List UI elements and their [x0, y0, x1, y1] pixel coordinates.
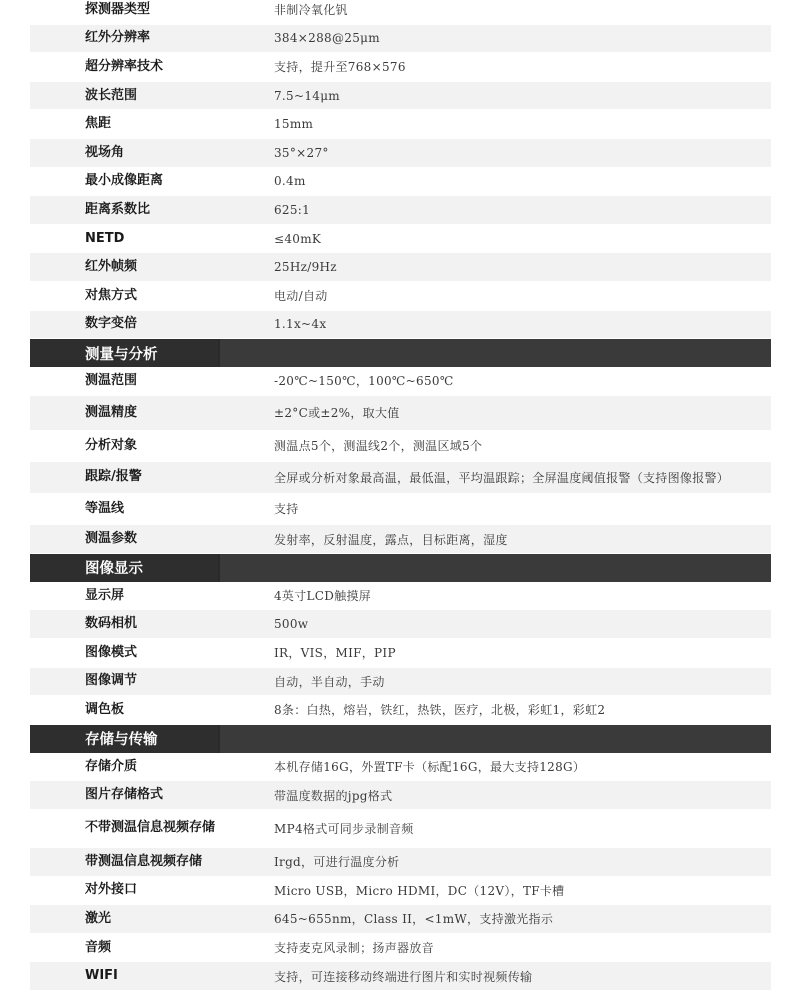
- section-header: [30, 554, 771, 582]
- spec-label: 对外接口: [85, 882, 138, 898]
- spec-value: 支持，提升至768×576: [274, 60, 406, 75]
- spec-label: 测温参数: [85, 531, 138, 547]
- spec-value: -20℃~150℃，100℃~650℃: [274, 374, 454, 389]
- spec-label: 调色板: [85, 701, 125, 717]
- section-title: 图像显示: [30, 554, 220, 582]
- spec-value: ≤40mK: [274, 231, 322, 246]
- section-header-bar: [220, 725, 771, 753]
- section-header: [30, 339, 771, 367]
- spec-label: NETD: [85, 230, 125, 246]
- spec-value: 35°×27°: [274, 145, 329, 160]
- spec-label: 图像调节: [85, 673, 138, 689]
- spec-row: [30, 696, 771, 725]
- spec-row: [30, 934, 771, 963]
- spec-label: 图片存储格式: [85, 787, 164, 803]
- section-title: 存储与传输: [30, 725, 220, 753]
- spec-label: 数字变倍: [85, 316, 138, 332]
- spec-label: 存储介质: [85, 758, 138, 774]
- spec-row: [30, 396, 771, 431]
- spec-label: 测温精度: [85, 404, 138, 420]
- spec-label: 红外帧频: [85, 259, 138, 275]
- section-header-bar: [220, 339, 771, 367]
- spec-row: [30, 25, 771, 54]
- spec-row: [30, 139, 771, 168]
- spec-value: 1.1x~4x: [274, 317, 327, 332]
- spec-label: 分析对象: [85, 437, 138, 453]
- spec-value: 645~655nm，Class II，<1mW，支持激光指示: [274, 912, 554, 927]
- spec-label: 对焦方式: [85, 287, 138, 303]
- spec-label: 显示屏: [85, 587, 125, 603]
- spec-value: ±2°C或±2%，取大值: [274, 406, 400, 421]
- spec-value: 15mm: [274, 117, 314, 132]
- spec-value: Micro USB，Micro HDMI，DC（12V），TF卡槽: [274, 883, 565, 898]
- spec-value: 8条：白热，熔岩，铁红，热铁，医疗，北极，彩虹1，彩虹2: [274, 703, 606, 718]
- spec-label: 最小成像距离: [85, 173, 164, 189]
- spec-label: WIFI: [85, 968, 118, 984]
- spec-row: [30, 0, 771, 25]
- spec-value: 自动，半自动，手动: [274, 674, 385, 689]
- spec-label: 等温线: [85, 500, 125, 516]
- spec-row: [30, 905, 771, 934]
- spec-row: [30, 582, 771, 611]
- spec-label: 焦距: [85, 116, 112, 132]
- spec-value: 发射率，反射温度，露点，目标距离，湿度: [274, 532, 508, 547]
- spec-value: 7.5~14μm: [274, 88, 340, 103]
- spec-row: [30, 525, 771, 554]
- spec-row: [30, 962, 771, 991]
- spec-label: 红外分辨率: [85, 30, 151, 46]
- spec-row: [30, 110, 771, 139]
- spec-label: 不带测温信息视频存储: [85, 820, 216, 836]
- spec-value: 384×288@25μm: [274, 31, 380, 46]
- spec-value: Irgd，可进行温度分析: [274, 855, 400, 870]
- spec-value: 625:1: [274, 202, 311, 217]
- spec-row: [30, 639, 771, 668]
- spec-value: 支持麦克风录制；扬声器放音: [274, 941, 434, 956]
- spec-value: IR，VIS，MIF，PIP: [274, 646, 396, 661]
- spec-row: [30, 877, 771, 906]
- spec-row: [30, 848, 771, 877]
- spec-row: [30, 282, 771, 311]
- spec-value: MP4格式可同步录制音频: [274, 821, 414, 836]
- spec-row: [30, 311, 771, 340]
- spec-label: 带测温信息视频存储: [85, 853, 203, 869]
- spec-label: 数码相机: [85, 616, 138, 632]
- spec-label: 激光: [85, 910, 112, 926]
- spec-row: [30, 225, 771, 254]
- spec-value: 全屏或分析对象最高温，最低温，平均温跟踪；全屏温度阈值报警（支持图像报警）: [274, 470, 730, 485]
- spec-value: 支持，可连接移动终端进行图片和实时视频传输: [274, 969, 533, 984]
- spec-row: [30, 781, 771, 810]
- spec-row: [30, 196, 771, 225]
- spec-label: 距离系数比: [85, 201, 151, 217]
- spec-value: 4英寸LCD触摸屏: [274, 589, 372, 604]
- spec-label: 跟踪/报警: [85, 469, 142, 485]
- spec-row: [30, 494, 771, 526]
- spec-value: 非制冷氧化钒: [274, 3, 348, 18]
- spec-row: [30, 367, 771, 396]
- spec-value: 带温度数据的jpg格式: [274, 788, 393, 803]
- spec-row: [30, 753, 771, 782]
- spec-row: [30, 431, 771, 463]
- spec-value: 测温点5个，测温线2个，测温区域5个: [274, 439, 483, 454]
- spec-row: [30, 610, 771, 639]
- section-header: [30, 725, 771, 753]
- section-title: 测量与分析: [30, 339, 220, 367]
- spec-label: 波长范围: [85, 87, 138, 103]
- spec-row: [30, 53, 771, 82]
- spec-row: [30, 462, 771, 494]
- spec-value: 500w: [274, 617, 309, 632]
- spec-row: [30, 168, 771, 197]
- section-header-bar: [220, 554, 771, 582]
- spec-row: [30, 82, 771, 111]
- spec-value: 支持: [274, 502, 299, 517]
- spec-row: [30, 253, 771, 282]
- spec-label: 探测器类型: [85, 1, 151, 17]
- spec-row: [30, 810, 771, 848]
- spec-label: 视场角: [85, 144, 125, 160]
- spec-label: 图像模式: [85, 644, 138, 660]
- spec-row: [30, 668, 771, 697]
- spec-label: 测温范围: [85, 372, 138, 388]
- spec-value: 25Hz/9Hz: [274, 260, 337, 275]
- spec-value: 本机存储16G，外置TF卡（标配16G，最大支持128G）: [274, 760, 586, 775]
- spec-value: 电动/自动: [274, 289, 328, 304]
- spec-label: 音频: [85, 939, 112, 955]
- spec-label: 超分辨率技术: [85, 58, 164, 74]
- spec-table: [30, 0, 771, 991]
- spec-value: 0.4m: [274, 174, 306, 189]
